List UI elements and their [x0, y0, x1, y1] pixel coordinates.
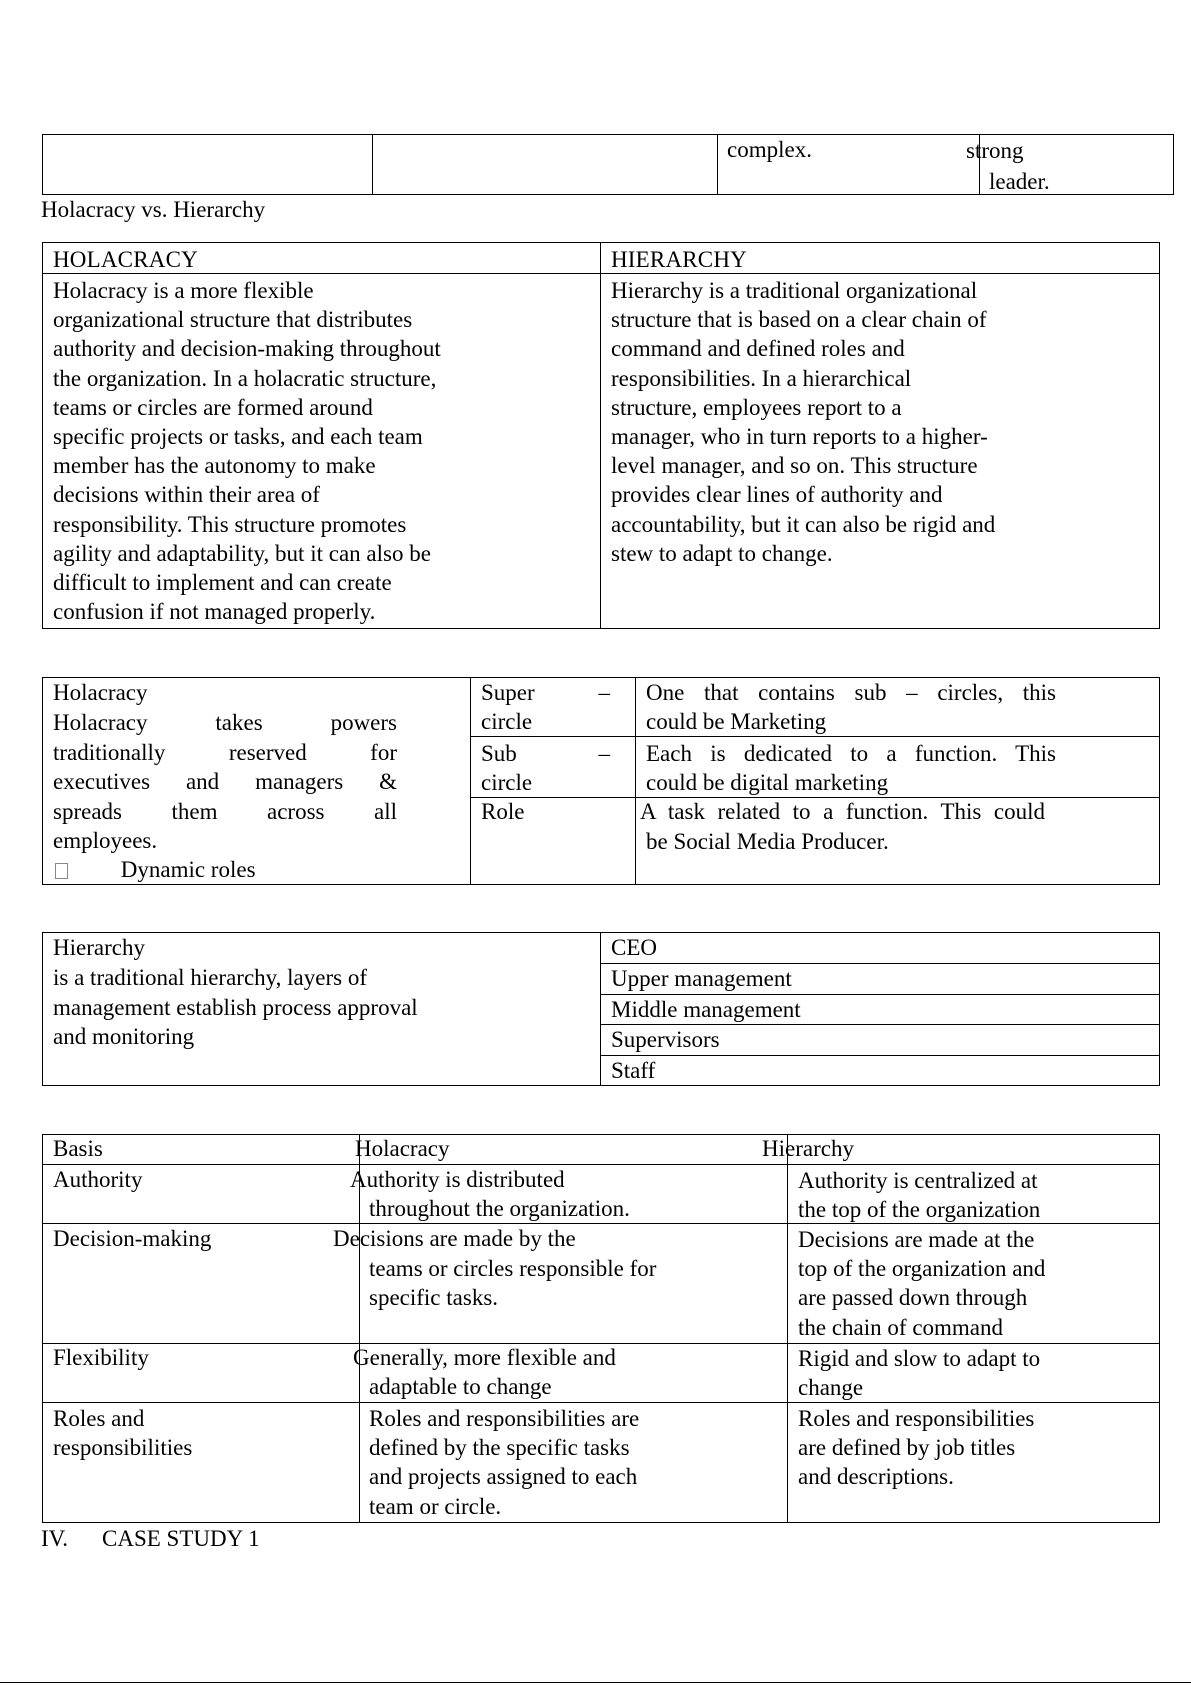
compare-col1-text	[53, 276, 441, 626]
text-line: confusion if not managed properly.	[53, 599, 376, 625]
holacracy-table-divider	[470, 677, 471, 885]
text-line: responsibilities	[53, 1435, 193, 1461]
text-line: is a traditional hierarchy, layers of	[53, 965, 367, 990]
basis-cell-holacracy: Generally, more flexible and	[353, 1345, 616, 1370]
basis-row-roles	[53, 1404, 192, 1462]
text-line: agility and adaptability, but it can also be	[53, 540, 431, 566]
hierarchy-description	[53, 963, 418, 1052]
text-line: Holacracy takes powers	[53, 710, 397, 735]
text-line: Rigid and slow to adapt to	[798, 1346, 1041, 1371]
text-line: Roles and	[53, 1406, 145, 1431]
text-line: Authority is centralized at	[798, 1168, 1038, 1193]
basis-cell-holacracy: throughout the organization.	[369, 1196, 630, 1221]
basis-header-holacracy: Holacracy	[355, 1136, 450, 1161]
text-line: organizational structure that distributes	[53, 307, 413, 333]
text-line: structure that is based on a clear chain of	[611, 307, 987, 333]
def-role: A task related to a function. This could	[640, 799, 1045, 824]
def-sub-circle-line2: could be digital marketing	[646, 770, 889, 795]
holacracy-bullet-item	[55, 856, 256, 885]
hierarchy-table-divider	[600, 932, 601, 1086]
hierarchy-level: CEO	[611, 935, 657, 960]
text-line: Holacracy is a more flexible	[53, 278, 314, 303]
text-line: Roles and responsibilities are	[369, 1406, 640, 1431]
hierarchy-level-rule	[600, 994, 1160, 995]
basis-table-divider	[787, 1134, 788, 1523]
top-table-cell-leader: leader.	[989, 169, 1050, 194]
basis-row-authority: Authority	[53, 1167, 143, 1192]
basis-cell-hierarchy	[798, 1166, 1040, 1224]
text-line: defined by the specific tasks	[369, 1435, 630, 1461]
basis-cell-holacracy	[369, 1254, 656, 1312]
basis-row-flexibility: Flexibility	[53, 1345, 149, 1370]
hierarchy-level-rule	[600, 963, 1160, 964]
holacracy-description	[53, 708, 397, 856]
hierarchy-level-rule	[600, 1055, 1160, 1056]
text-line: decisions within their area of	[53, 482, 320, 508]
heading-compare: Holacracy vs. Hierarchy	[41, 197, 266, 222]
compare-table-header-rule	[42, 273, 1160, 274]
bullet-box-icon	[55, 863, 68, 879]
text-line: provides clear lines of authority and	[611, 482, 943, 508]
text-line: command and defined roles and	[611, 336, 905, 362]
top-table-cell-strong: strong	[966, 138, 1024, 163]
basis-cell-hierarchy	[798, 1225, 1045, 1342]
hierarchy-title: Hierarchy	[53, 935, 145, 960]
top-table-cell-complex: complex.	[727, 137, 812, 162]
text-line: stew to adapt to change.	[611, 540, 833, 566]
basis-header-basis: Basis	[53, 1136, 103, 1161]
text-line: difficult to implement and can create	[53, 570, 392, 596]
text-line: structure, employees report to a	[611, 394, 902, 420]
text-line: traditionally reserved for	[53, 739, 397, 765]
def-sub-circle: Each is dedicated to a function. This	[646, 741, 1056, 766]
holacracy-table-divider	[635, 677, 636, 885]
basis-cell-holacracy: adaptable to change	[369, 1374, 552, 1399]
compare-col2-text	[611, 276, 995, 568]
text-line: are defined by job titles	[798, 1435, 1016, 1461]
text-line: top of the organization and	[798, 1256, 1046, 1282]
text-line: and projects assigned to each	[369, 1464, 638, 1490]
basis-table-row-rule	[42, 1164, 1160, 1165]
text-line: authority and decision-making throughout	[53, 336, 441, 362]
text-line: specific projects or tasks, and each team	[53, 424, 423, 450]
hierarchy-level: Supervisors	[611, 1027, 720, 1052]
text-line: team or circle.	[369, 1493, 502, 1519]
basis-row-decision-making: Decision-making	[53, 1226, 212, 1251]
term-sub-circle-line2: circle	[481, 770, 533, 795]
holacracy-title: Holacracy	[53, 680, 148, 705]
text-line: member has the autonomy to make	[53, 453, 376, 479]
term-super-circle-line2: circle	[481, 709, 533, 734]
section-title: CASE STUDY 1	[102, 1526, 260, 1551]
text-line: the organization. In a holacratic structure,	[53, 365, 437, 391]
text-line: Decisions are made at the	[798, 1227, 1035, 1252]
text-line: Roles and responsibilities	[798, 1406, 1035, 1431]
def-role-line2: be Social Media Producer.	[646, 829, 889, 854]
text-line: teams or circles are formed around	[53, 394, 373, 420]
text-line: spreads them across all	[53, 798, 397, 824]
text-line: responsibility. This structure promotes	[53, 511, 407, 537]
bullet-text: Dynamic roles	[120, 857, 256, 882]
basis-cell-hierarchy	[798, 1344, 1040, 1402]
text-line: executives and managers &	[53, 769, 397, 794]
term-role: Role	[481, 799, 525, 824]
text-line: Hierarchy is a traditional organizational	[611, 278, 978, 303]
text-line: and monitoring	[53, 1024, 195, 1049]
top-table-divider	[372, 134, 373, 195]
term-super-circle: Super –	[481, 680, 610, 705]
compare-col2-header: HIERARCHY	[611, 247, 747, 272]
text-line: manager, who in turn reports to a higher-	[611, 424, 988, 450]
hierarchy-level: Upper management	[611, 966, 792, 991]
text-line: specific tasks.	[369, 1285, 499, 1311]
text-line: accountability, but it can also be rigid and	[611, 511, 996, 537]
hierarchy-level: Middle management	[611, 997, 801, 1022]
basis-cell-holacracy: Decisions are made by the	[333, 1226, 576, 1251]
text-line: are passed down through	[798, 1285, 1028, 1311]
basis-cell-holacracy	[369, 1404, 639, 1521]
text-line: teams or circles responsible for	[369, 1256, 657, 1281]
text-line: level manager, and so on. This structure	[611, 453, 978, 479]
section-number: IV.	[41, 1526, 69, 1551]
text-line: and descriptions.	[798, 1464, 954, 1490]
text-line: responsibilities. In a hierarchical	[611, 365, 912, 391]
basis-cell-hierarchy	[798, 1404, 1034, 1492]
compare-table-divider	[600, 242, 601, 629]
term-sub-circle: Sub –	[481, 741, 610, 766]
text-line: the chain of command	[798, 1314, 1004, 1340]
text-line: change	[798, 1375, 864, 1401]
page-bottom-rule	[0, 1682, 1191, 1683]
basis-header-hierarchy: Hierarchy	[762, 1136, 854, 1161]
text-line: the top of the organization	[798, 1197, 1041, 1223]
hierarchy-level: Staff	[611, 1058, 656, 1083]
text-line: employees.	[53, 828, 158, 853]
compare-col1-header: HOLACRACY	[53, 247, 198, 272]
basis-cell-holacracy: Authority is distributed	[350, 1167, 565, 1192]
text-line: management establish process approval	[53, 994, 418, 1020]
def-super-circle-line2: could be Marketing	[646, 709, 827, 734]
top-table-divider	[717, 134, 718, 195]
def-super-circle: One that contains sub – circles, this	[646, 680, 1056, 705]
